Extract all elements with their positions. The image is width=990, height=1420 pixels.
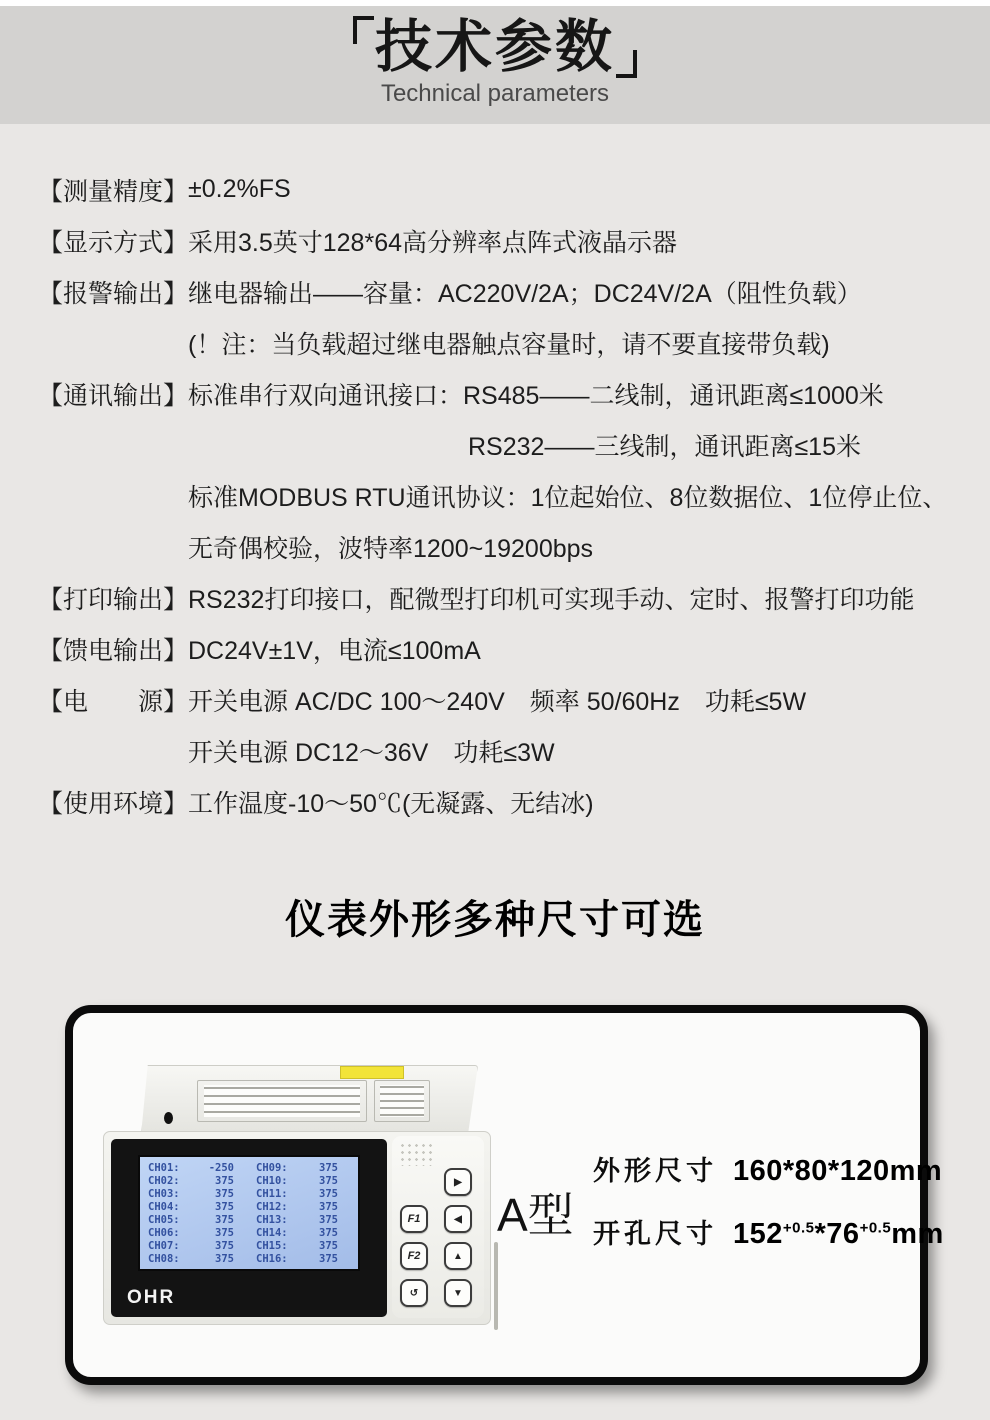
spec-label: 【报警输出】: [38, 279, 189, 308]
lcd-channel: CH06:: [148, 1227, 180, 1239]
f2-key: F2: [400, 1242, 428, 1270]
spec-label: 【馈电输出】: [38, 636, 189, 665]
spec-row: [38, 266, 968, 317]
lcd-row: [148, 1227, 350, 1240]
lcd-channel: CH04:: [148, 1201, 180, 1213]
wiring-label-sticker: [197, 1080, 367, 1122]
speaker-grille: [399, 1142, 435, 1166]
spec-row: [38, 419, 968, 470]
spec-label: 【使用环境】: [38, 789, 189, 818]
lcd-value: 375: [215, 1188, 234, 1200]
spec-text: 标准MODBUS RTU通讯协议：1位起始位、8位数据位、1位停止位、: [188, 483, 948, 512]
spec-row: [38, 725, 968, 776]
spec-text: (！注：当负载超过继电器触点容量时，请不要直接带负载): [188, 330, 830, 359]
lcd-row: [148, 1162, 350, 1175]
spec-row: [38, 623, 968, 674]
lcd-channel: CH05:: [148, 1214, 180, 1226]
lcd-value: 375: [319, 1253, 338, 1265]
spec-label: 【显示方式】: [38, 228, 189, 257]
section-title: 仪表外形多种尺寸可选: [285, 898, 705, 942]
spec-text: 继电器输出——容量：AC220V/2A；DC24V/2A（阻性负载）: [188, 279, 862, 308]
lcd-value: 375: [319, 1175, 338, 1187]
lcd-channel: CH01:: [148, 1162, 180, 1174]
spec-row: [38, 164, 968, 215]
lcd-channel: CH12:: [256, 1201, 288, 1213]
dimension-name: 开孔尺寸: [593, 1219, 717, 1249]
right-arrow-key: ▶: [444, 1168, 472, 1196]
spec-row: [38, 317, 968, 368]
lcd-row: [148, 1253, 350, 1266]
spec-row: [38, 572, 968, 623]
dimension-name: 外形尺寸: [593, 1156, 717, 1186]
spec-label: 【打印输出】: [38, 585, 189, 614]
lcd-screen: [138, 1155, 360, 1271]
spec-row: [38, 674, 968, 725]
up-arrow-key: ▲: [444, 1242, 472, 1270]
spec-text: 开关电源 DC12～36V 功耗≤3W: [188, 738, 555, 767]
spec-label: 【测量精度】: [38, 177, 189, 206]
page-title: 技术参数: [375, 15, 615, 79]
lcd-value: 375: [319, 1240, 338, 1252]
lcd-value: -250: [208, 1162, 234, 1174]
dim-base: 152: [733, 1218, 783, 1250]
spec-row: [38, 776, 968, 827]
f1-key: F1: [400, 1205, 428, 1233]
yellow-sticker: [340, 1066, 404, 1079]
spec-text: 标准串行双向通讯接口：RS485——二线制，通讯距离≤1000米: [188, 381, 884, 410]
dimension-row: [593, 1149, 944, 1188]
spec-row: [38, 470, 968, 521]
key-grid: [400, 1168, 478, 1307]
lcd-value: 375: [319, 1227, 338, 1239]
spec-text: 工作温度-10～50℃(无凝露、无结冰): [188, 789, 594, 818]
spec-list: [38, 164, 968, 827]
left-arrow-key: ◀: [444, 1205, 472, 1233]
lcd-channel: CH14:: [256, 1227, 288, 1239]
dim-base: *76: [814, 1218, 860, 1250]
case-side-notch: [494, 1242, 498, 1330]
lcd-value: 375: [215, 1253, 234, 1265]
lcd-value: 375: [319, 1162, 338, 1174]
lcd-value: 375: [215, 1240, 234, 1252]
front-glass-panel: [111, 1139, 387, 1317]
title-brackets: [365, 12, 625, 80]
lcd-channel: CH03:: [148, 1188, 180, 1200]
dim-tolerance: +0.5: [782, 1219, 815, 1237]
dimensions-block: [593, 1149, 944, 1275]
lcd-channel: CH13:: [256, 1214, 288, 1226]
instrument-photo: [101, 1055, 501, 1335]
lcd-value: 375: [319, 1214, 338, 1226]
page-subtitle: Technical parameters: [380, 80, 610, 107]
spec-row: [38, 521, 968, 572]
spec-text: 采用3.5英寸128*64高分辨率点阵式液晶示器: [188, 228, 678, 257]
instrument-front-panel: [103, 1131, 491, 1325]
model-label: A型: [497, 1189, 574, 1241]
dimension-value: 160*80*120mm: [733, 1155, 943, 1187]
dimension-value: [733, 1218, 944, 1251]
lcd-value: 375: [319, 1188, 338, 1200]
dimension-row: [593, 1212, 944, 1251]
spec-label: 【电 源】: [38, 687, 189, 716]
lcd-channel: CH10:: [256, 1175, 288, 1187]
spec-text: ±0.2%FS: [188, 175, 291, 203]
spec-label: 【通讯输出】: [38, 381, 189, 410]
spec-text: RS232打印接口，配微型打印机可实现手动、定时、报警打印功能: [188, 585, 915, 614]
lcd-value: 375: [319, 1201, 338, 1213]
keypad-panel: [392, 1136, 484, 1318]
header-band: [0, 6, 990, 124]
lcd-value: 375: [215, 1201, 234, 1213]
spec-text: 无奇偶校验，波特率1200~19200bps: [188, 534, 594, 563]
lcd-row: [148, 1188, 350, 1201]
spec-text: DC24V±1V，电流≤100mA: [188, 636, 481, 665]
lcd-channel: CH07:: [148, 1240, 180, 1252]
spec-row: [38, 368, 968, 419]
lcd-channel: CH09:: [256, 1162, 288, 1174]
spec-text: RS232——三线制，通讯距离≤15米: [468, 432, 861, 461]
lcd-row: [148, 1175, 350, 1188]
dim-unit: mm: [891, 1218, 944, 1250]
lcd-row: [148, 1201, 350, 1214]
lcd-channel: CH11:: [256, 1188, 288, 1200]
lcd-channel: CH16:: [256, 1253, 288, 1265]
lcd-channel: CH15:: [256, 1240, 288, 1252]
brand-logo: OHR: [127, 1287, 176, 1308]
lcd-value: 375: [215, 1175, 234, 1187]
spec-row: [38, 215, 968, 266]
lcd-channel: CH02:: [148, 1175, 180, 1187]
screw-hole: [164, 1112, 173, 1124]
lcd-channel: CH08:: [148, 1253, 180, 1265]
dim-tolerance: +0.5: [859, 1219, 892, 1237]
lcd-value: 375: [215, 1227, 234, 1239]
lcd-value: 375: [215, 1214, 234, 1226]
product-box: [65, 1005, 944, 1385]
down-arrow-key: ▼: [444, 1279, 472, 1307]
wiring-label-sticker-small: [374, 1080, 430, 1122]
lcd-row: [148, 1240, 350, 1253]
spec-text: 开关电源 AC/DC 100～240V 频率 50/60Hz 功耗≤5W: [188, 687, 807, 716]
loop-key: ↺: [400, 1279, 428, 1307]
instrument-top-case: [141, 1065, 478, 1135]
lcd-row: [148, 1214, 350, 1227]
